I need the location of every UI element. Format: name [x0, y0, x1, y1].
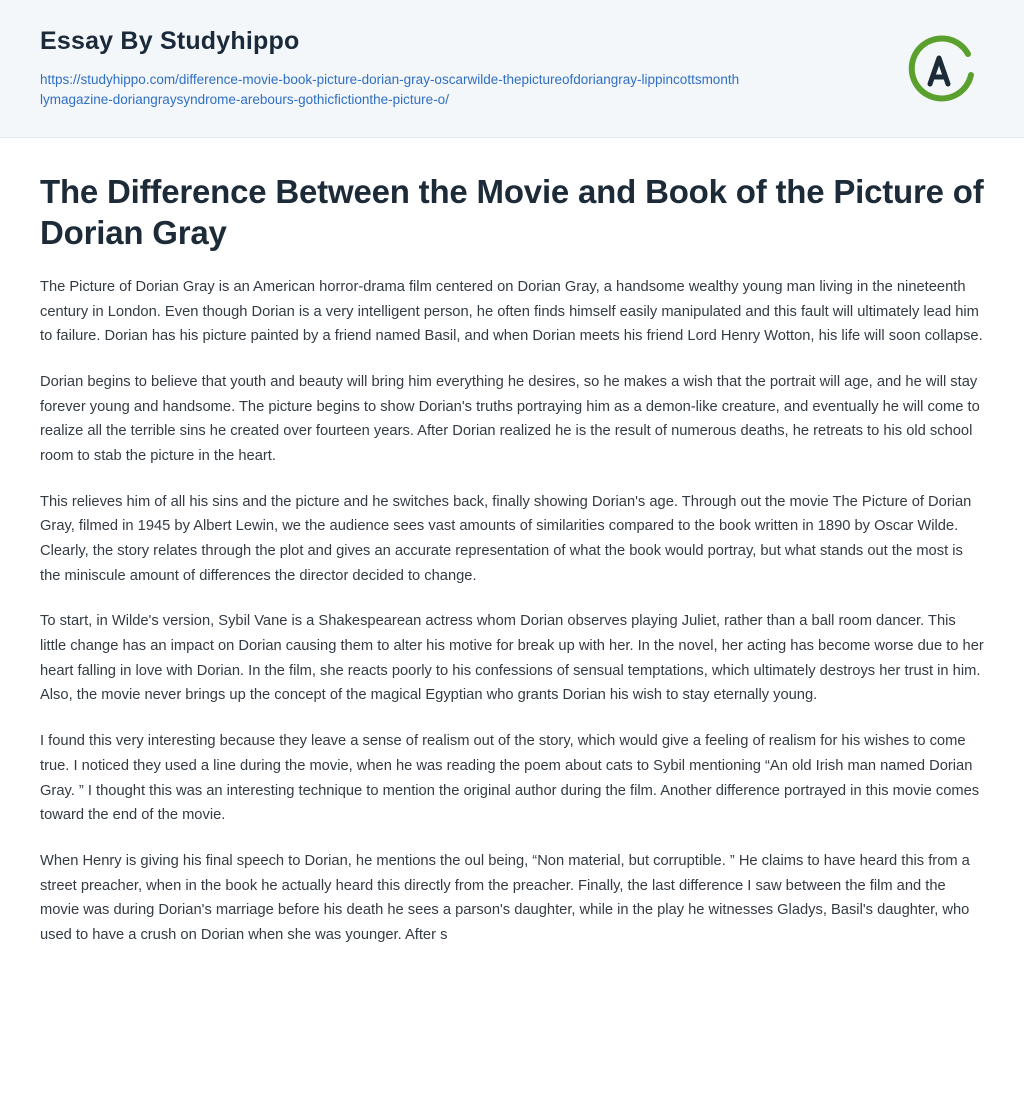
article-content — [0, 138, 1024, 987]
article-paragraph: When Henry is giving his final speech to Dorian, he mentions the oul being, “Non material, but corruptible. ” He claims to have heard this from a street preacher, when in the book he actually heard this directly from the preacher. Finally, the last difference I saw between the film and the movie was during Dorian's marriage before his death he sees a parson's daughter, while in the play he witnesses Gladys, Basil's daughter, who used to have a crush on Dorian when she was younger. After s — [40, 852, 970, 943]
page-title: The Difference Between the Movie and Book of the Picture of Dorian Gray — [40, 173, 984, 251]
source-url-link[interactable]: https://studyhippo.com/difference-movie-book-picture-dorian-gray-oscarwilde-thepictureofdoriangray-lippincottsmonthlymagazine-doriangraysyndrome-arebours-gothicfictionthe-picture-o/ — [40, 71, 740, 108]
article-paragraph: The Picture of Dorian Gray is an American horror-drama film centered on Dorian Gray, a handsome wealthy young man living in the nineteenth century in London. Even though Dorian is a very intelligent person, he often finds himself easily manipulated and this fault will ultimately lead him to failure. Dorian has his picture painted by a friend named Basil, and when Dorian meets his friend Lord Henry Wotton, his life will soon collapse. — [40, 278, 983, 345]
article-paragraph: I found this very interesting because they leave a sense of realism out of the story, which would give a feeling of realism for his wishes to come true. I noticed they used a line during the movie, when he was reading the poem about cats to Sybil mentioning “An old Irish man named Dorian Gray. ” I thought this was an interesting technique to mention the original author during the film. Another difference portrayed in this movie comes toward the end of the movie. — [40, 733, 980, 824]
studyhippo-a-logo-icon — [902, 34, 976, 108]
article-paragraph: Dorian begins to believe that youth and beauty will bring him everything he desires, so he makes a wish that the portrait will age, and he will stay forever young and handsome. The picture begins to show Dorian's truths portraying him as a demon-like creature, and eventually he will come to realize all the terrible sins he created over fourteen years. After Dorian realized he is the result of numerous deaths, he retreats to his old school room to stab the picture in the heart. — [40, 373, 980, 464]
document-header — [0, 0, 1024, 138]
article-paragraph: This relieves him of all his sins and the picture and he switches back, finally showing Dorian's age. Through out the movie The Picture of Dorian Gray, filmed in 1945 by Albert Lewin, we the audience sees vast amounts of similarities compared to the book written in 1890 by Oscar Wilde. Clearly, the story relates through the plot and gives an accurate representation of what the book would portray, but what stands out the most is the miniscule amount of differences the director decided to change. — [40, 493, 972, 584]
article-paragraph: To start, in Wilde's version, Sybil Vane is a Shakespearean actress whom Dorian observes playing Juliet, rather than a ball room dancer. This little change has an impact on Dorian causing them to alter his motive for break up with her. In the novel, her acting has become worse due to her heart falling in love with Dorian. In the film, she reacts poorly to his confessions of sensual temptations, which ultimately destroys her trust in him. Also, the movie never brings up the concept of the magical Egyptian who grants Dorian his wish to stay eternally young. — [40, 613, 984, 704]
site-brand: Essay By Studyhippo — [40, 27, 300, 55]
